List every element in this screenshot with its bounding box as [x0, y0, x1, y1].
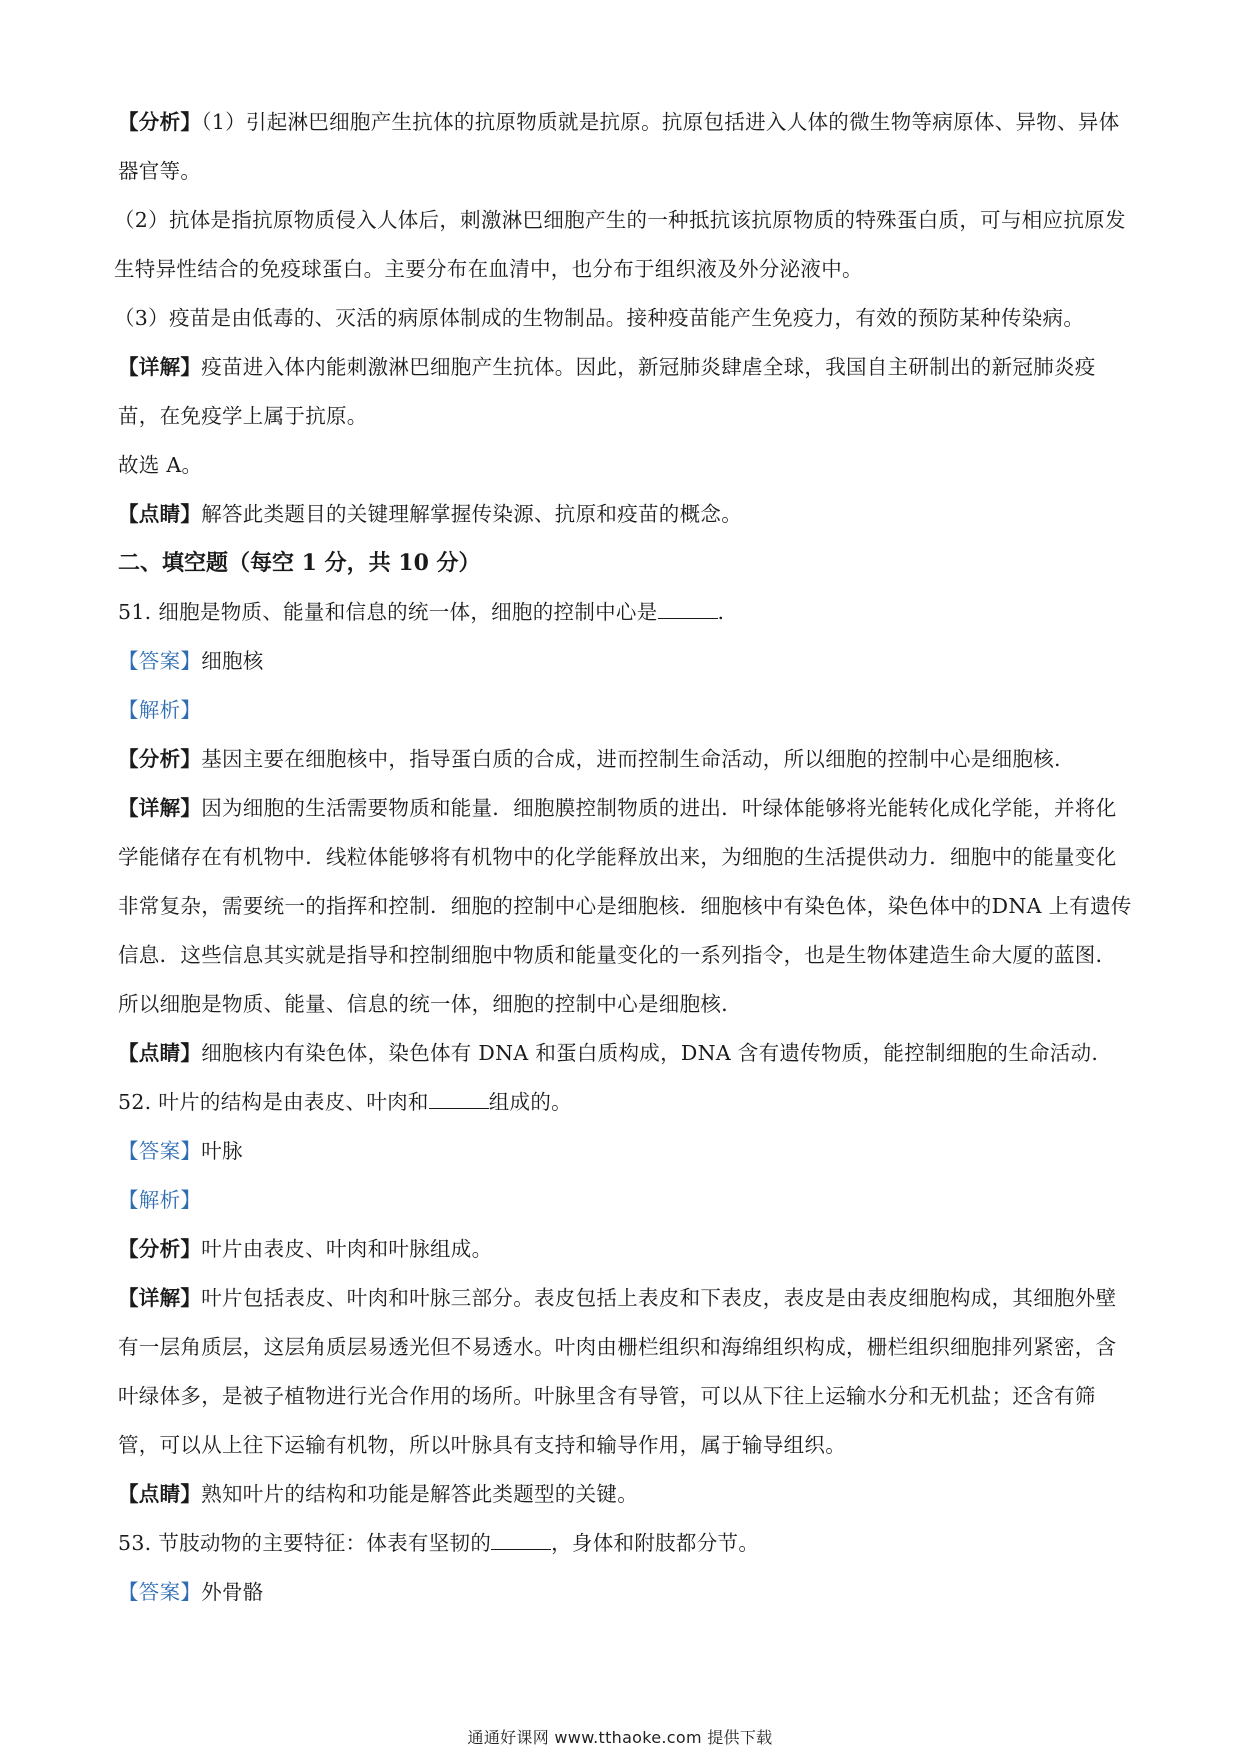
tip-tag: 【点睛】: [118, 1041, 202, 1065]
analysis-text: （1）引起淋巴细胞产生抗体的抗原物质就是抗原。抗原包括进入人体的微生物等病原体、异物、异体器官等。: [118, 110, 1120, 183]
answer-tag: 【答案】: [118, 649, 202, 673]
tip-52: [118, 1470, 1134, 1519]
detail-paragraph: [118, 343, 1134, 441]
question-text: 51. 细胞是物质、能量和信息的统一体，细胞的控制中心是: [118, 600, 658, 624]
detail-tag: 【详解】: [118, 796, 202, 820]
analysis-tag: 【分析】: [118, 110, 202, 134]
answer-tag: 【答案】: [118, 1139, 202, 1163]
tip-text: 细胞核内有染色体，染色体有 DNA 和蛋白质构成，DNA 含有遗传物质，能控制细胞的生命活动.: [201, 1041, 1099, 1065]
tip-text: 解答此类题目的关键理解掌握传染源、抗原和疫苗的概念。: [201, 502, 743, 526]
explanation-tag: 【解析】: [118, 698, 202, 722]
detail-text: 叶片包括表皮、叶肉和叶脉三部分。表皮包括上表皮和下表皮，表皮是由表皮细胞构成，其细胞外壁有一层角质层，这层角质层易透光但不易透水。叶肉由栅栏组织和海绵组织构成，栅栏组织细胞排列紧密，含叶绿体多，是被子植物进行光合作用的场所。叶脉里含有导管，可以从下往上运输水分和无机盐；还含有筛管，可以从上往下运输有机物，所以叶脉具有支持和输导作用，属于输导组织。: [118, 1286, 1117, 1457]
analysis-paragraph-3: [114, 294, 1134, 343]
page-footer: 通通好课网 www.tthaoke.com 提供下载: [467, 1728, 773, 1747]
analysis-text: （3）疫苗是由低毒的、灭活的病原体制成的生物制品。接种疫苗能产生免疫力，有效的预防某种传染病。: [114, 306, 1085, 330]
answer-text: 叶脉: [201, 1139, 243, 1163]
section-heading: 二、填空题（每空 1 分，共 10 分）: [118, 550, 481, 576]
analysis-52: [118, 1225, 1134, 1274]
answer-blank: [491, 1531, 551, 1550]
answer-blank: [429, 1090, 489, 1109]
analysis-tag: 【分析】: [118, 1237, 202, 1261]
detail-tag: 【详解】: [118, 355, 202, 379]
answer-tag: 【答案】: [118, 1580, 202, 1604]
answer-53: [118, 1568, 1134, 1617]
document-page: [114, 98, 1134, 1617]
explanation-51: [118, 686, 1134, 735]
question-text: 52. 叶片的结构是由表皮、叶肉和: [118, 1090, 429, 1114]
tip-paragraph: [118, 490, 1134, 539]
question-52: [118, 1078, 1134, 1127]
choice-text: 故选 A。: [118, 453, 203, 477]
analysis-51: [118, 735, 1134, 784]
tip-tag: 【点睛】: [118, 1482, 202, 1506]
tip-text: 熟知叶片的结构和功能是解答此类题型的关键。: [201, 1482, 639, 1506]
answer-52: [118, 1127, 1134, 1176]
explanation-52: [118, 1176, 1134, 1225]
analysis-text: （2）抗体是指抗原物质侵入人体后，刺激淋巴细胞产生的一种抵抗该抗原物质的特殊蛋白质，可与相应抗原发生特异性结合的免疫球蛋白。主要分布在血清中，也分布于组织液及外分泌液中。: [114, 208, 1126, 281]
answer-text: 细胞核: [201, 649, 264, 673]
question-51: [118, 588, 1134, 637]
question-suffix: 组成的。: [488, 1090, 572, 1114]
question-suffix: .: [717, 600, 725, 624]
detail-text: 疫苗进入体内能刺激淋巴细胞产生抗体。因此，新冠肺炎肆虐全球，我国自主研制出的新冠肺炎疫苗，在免疫学上属于抗原。: [118, 355, 1096, 428]
tip-tag: 【点睛】: [118, 502, 202, 526]
detail-text: 因为细胞的生活需要物质和能量．细胞膜控制物质的进出．叶绿体能够将光能转化成化学能，并将化学能储存在有机物中．线粒体能够将有机物中的化学能释放出来，为细胞的生活提供动力．细胞中的能量变化非常复杂，需要统一的指挥和控制．细胞的控制中心是细胞核．细胞核中有染色体，染色体中的DNA 上有遗传信息．这些信息其实就是指导和控制细胞中物质和能量变化的一系列指令，也是生物体建造生命大厦的蓝图．所以细胞是物质、能量、信息的统一体，细胞的控制中心是细胞核．: [118, 796, 1132, 1016]
analysis-paragraph-2: [114, 196, 1134, 294]
detail-52: [118, 1274, 1134, 1470]
answer-51: [118, 637, 1134, 686]
detail-51: [118, 784, 1134, 1029]
question-text: 53. 节肢动物的主要特征：体表有坚韧的: [118, 1531, 492, 1555]
detail-tag: 【详解】: [118, 1286, 202, 1310]
analysis-tag: 【分析】: [118, 747, 202, 771]
explanation-tag: 【解析】: [118, 1188, 202, 1212]
tip-51: [118, 1029, 1134, 1078]
analysis-paragraph-1: [118, 98, 1134, 196]
answer-text: 外骨骼: [201, 1580, 264, 1604]
analysis-text: 基因主要在细胞核中，指导蛋白质的合成，进而控制生命活动，所以细胞的控制中心是细胞核.: [201, 747, 1061, 771]
answer-blank: [658, 600, 718, 619]
question-53: [118, 1519, 1134, 1568]
choice-line: [118, 441, 1134, 490]
question-suffix: ，身体和附肢都分节。: [551, 1531, 760, 1555]
analysis-text: 叶片由表皮、叶肉和叶脉组成。: [201, 1237, 493, 1261]
